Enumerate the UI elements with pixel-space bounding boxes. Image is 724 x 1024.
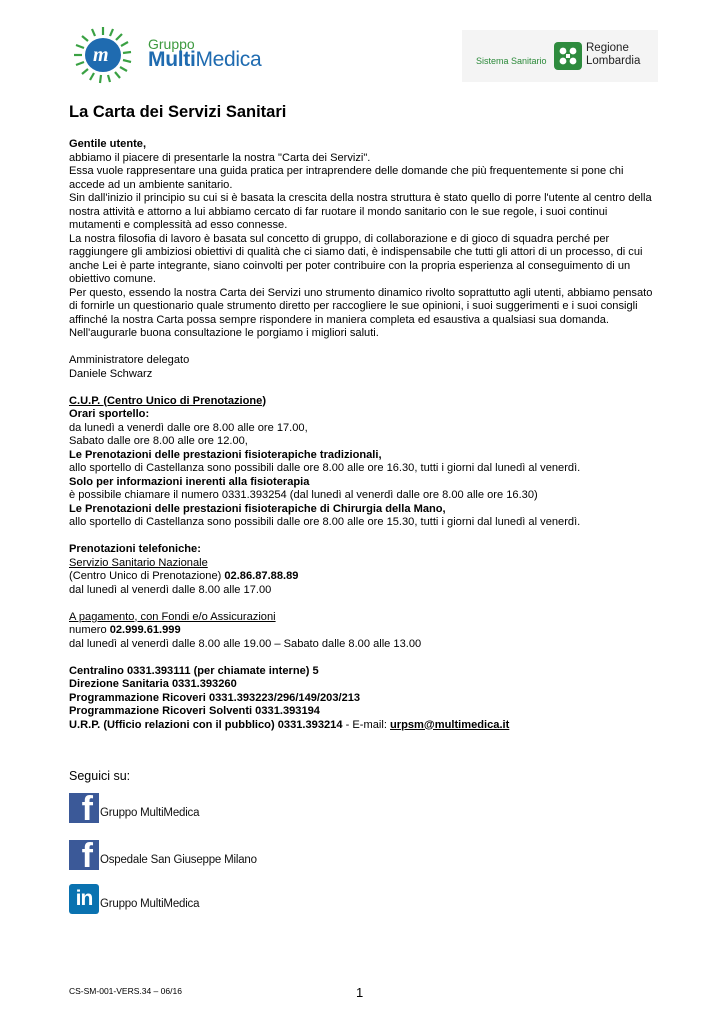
lombardia-rose-icon bbox=[554, 42, 582, 70]
greeting: Gentile utente, bbox=[69, 138, 147, 150]
email-prefix: - E-mail: bbox=[342, 718, 390, 731]
social-facebook-ospedale[interactable] bbox=[69, 837, 309, 875]
ssn-label: Servizio Sanitario Nazionale bbox=[69, 556, 208, 569]
page-title: La Carta dei Servizi Sanitari bbox=[69, 103, 287, 121]
letter-paragraph-5: Per questo, essendo la nostra Carta dei Servizi uno strumento dinamico rivolto soprattutto agli utenti, abbiamo pensato di fornirle un questionario quale strumento diretto per raccogliere le sue opinioni, i suoi suggerimenti e i suoi consigli affinché la nostra Carta possa sempre rispondere in maniera completa ed esaustiva a qualsiasi sua domanda. bbox=[69, 286, 653, 326]
page-number: 1 bbox=[356, 985, 364, 1000]
social-label-gruppo: Gruppo MultiMedica bbox=[100, 807, 200, 819]
letter-paragraph-2: Essa vuole rappresentare una guida pratica per intraprendere delle domande che più frequentemente si pone chi accede ad un ambiente sanitario. bbox=[69, 165, 624, 191]
signer-role: Amministratore delegato bbox=[69, 354, 190, 366]
signer-name: Daniele Schwarz bbox=[69, 367, 153, 380]
phone-heading: Prenotazioni telefoniche: bbox=[69, 543, 201, 555]
document-body bbox=[69, 138, 654, 732]
paid-number-line bbox=[69, 624, 654, 638]
facebook-icon: f bbox=[69, 793, 99, 823]
cup-orari-line-2: Sabato dalle ore 8.00 alle ore 12.00, bbox=[69, 435, 248, 447]
sistema-sanitario-label: Sistema Sanitario bbox=[476, 56, 547, 66]
brand-group-label: Gruppo bbox=[148, 36, 195, 52]
brand-name bbox=[148, 48, 261, 72]
paid-label: A pagamento, con Fondi e/o Assicurazioni bbox=[69, 610, 276, 623]
regione-lombardia-text bbox=[586, 42, 640, 68]
ssn-number-line bbox=[69, 570, 654, 584]
ricoveri-line: Programmazione Ricoveri 0331.393223/296/149/203/213 bbox=[69, 691, 361, 704]
ssn-number: 02.86.87.88.89 bbox=[224, 570, 299, 582]
cup-orari-label: Orari sportello: bbox=[69, 408, 150, 420]
ssn-prefix: (Centro Unico di Prenotazione) bbox=[69, 570, 225, 582]
linkedin-icon: in bbox=[69, 884, 99, 914]
regione-lombardia-logo bbox=[462, 30, 658, 82]
cup-orari-line-1: da lunedì a venerdì dalle ore 8.00 alle ore 17.00, bbox=[69, 421, 308, 434]
multimedica-sunburst-icon bbox=[66, 26, 140, 84]
letter-paragraph-1: abbiamo il piacere di presentarle la nostra "Carta dei Servizi". bbox=[69, 151, 371, 164]
email-link[interactable]: urpsm@multimedica.it bbox=[390, 718, 510, 731]
facebook-icon: f bbox=[69, 840, 99, 870]
regione-line: Regione bbox=[586, 42, 629, 54]
letter-paragraph-4: La nostra filosofia di lavoro è basata sul concetto di gruppo, di collaborazione e di gioco di squadra perché per raggiungere gli ambiziosi obiettivi di qualità che ci siamo dati, è indispensabile che tutti gli attori di un processo, di cui anche Lei è parte integrante, siano coinvolti per poter contribuire con la propria esperienza al conseguimento di un obiettivo comune. bbox=[69, 232, 643, 285]
paid-number: 02.999.61.999 bbox=[109, 624, 181, 636]
fisio-info-text: è possibile chiamare il numero 0331.393254 (dal lunedì al venerdì dalle ore 8.00 alle ore 16.30) bbox=[69, 489, 538, 501]
letter-paragraph-6: Nell'augurarle buona consultazione le porgiamo i migliori saluti. bbox=[69, 327, 379, 339]
document-code: CS-SM-001-VERS.34 – 06/16 bbox=[69, 986, 182, 996]
direzione-line: Direzione Sanitaria 0331.393260 bbox=[69, 678, 237, 690]
social-linkedin-gruppo[interactable] bbox=[69, 884, 269, 916]
social-facebook-gruppo[interactable] bbox=[69, 790, 269, 828]
logo-letter: m bbox=[93, 44, 109, 66]
letter-paragraph-3: Sin dall'inizio il principio su cui si è basata la crescita della nostra struttura è stato quello di porre l'utente al centro della nostra attività e attorno a lui abbiamo cercato di far ruotare il mondo sanitario con le sue regole, i suoi continui mutamenti e complessità ad esso connesse. bbox=[69, 192, 652, 231]
fisio-text: allo sportello di Castellanza sono possibili dalle ore 8.00 alle ore 16.30, tutti i giorni dal lunedì al venerdì. bbox=[69, 462, 581, 474]
paid-prefix: numero bbox=[69, 624, 110, 636]
social-label-ospedale: Ospedale San Giuseppe Milano bbox=[100, 854, 257, 866]
social-label-linkedin: Gruppo MultiMedica bbox=[100, 898, 200, 910]
brand-multi: Multi bbox=[148, 48, 196, 71]
centralino-line: Centralino 0331.393111 (per chiamate interne) 5 bbox=[69, 664, 319, 677]
mano-text: allo sportello di Castellanza sono possibili dalle ore 8.00 alle ore 15.30, tutti i giorni dal lunedì al venerdì. bbox=[69, 516, 581, 528]
follow-us-label: Seguici su: bbox=[69, 769, 131, 783]
urp-line bbox=[69, 719, 654, 733]
ssn-hours: dal lunedì al venerdì dalle 8.00 alle 17.00 bbox=[69, 583, 272, 596]
mano-heading: Le Prenotazioni delle prestazioni fisioterapiche di Chirurgia della Mano, bbox=[69, 502, 446, 515]
cup-heading: C.U.P. (Centro Unico di Prenotazione) bbox=[69, 394, 267, 407]
brand-medica: Medica bbox=[195, 48, 262, 71]
lombardia-line: Lombardia bbox=[586, 55, 641, 67]
paid-hours: dal lunedì al venerdì dalle 8.00 alle 19.00 – Sabato dalle 8.00 alle 13.00 bbox=[69, 637, 422, 650]
solventi-line: Programmazione Ricoveri Solventi 0331.393194 bbox=[69, 705, 320, 717]
fisio-info-heading: Solo per informazioni inerenti alla fisioterapia bbox=[69, 475, 310, 488]
fisio-heading: Le Prenotazioni delle prestazioni fisioterapiche tradizionali, bbox=[69, 448, 382, 461]
urp-label: U.R.P. (Ufficio relazioni con il pubblico) 0331.393214 bbox=[69, 718, 343, 731]
multimedica-logo bbox=[66, 26, 266, 86]
